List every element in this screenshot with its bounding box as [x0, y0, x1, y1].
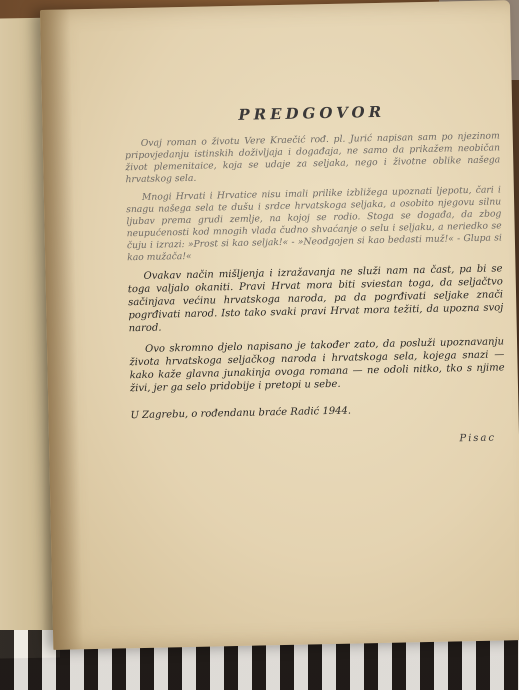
paragraph: Ovo skromno djelo napisano je također zato, da posluži upoznavanju života hrvatskoga seljačkog naroda i hrvatskoga sela, kojega snazi — kako kaže glavna junakinja ovoga romana — ne odoli nitko, tko s njime živi, jer ga selo pridobije i pretopi u sebe. — [129, 336, 505, 395]
paragraph: Ovaj roman o životu Vere Kraečić rođ. pl. Jurić napisan sam po njezinom pripovjedanju istinskih doživljaja i događaja, ne samo da prikažem neobičan život plemenitaice, koja se udaje za seljaka, nego i životne oblike našega hrvatskog sela. — [124, 130, 501, 186]
paragraph: Mnogi Hrvati i Hrvatice nisu imali prilike izbližega upoznati ljepotu, čari i snagu našega sela te dušu i srdce hrvatskoga seljaka, a osobito njegovu silnu ljubav prema grudi zemlje, na kojoj se rodio. Stoga se događa, da zbog neupućenosti kod mnogih vlada čudno shvaćanje o selu i seljaku, a neriedko se čuju i izrazi: »Prost si kao seljak!« - »Neodgojen si kao bedasti muž!« - Glupa si kao mužača!« — [126, 184, 502, 264]
page-content — [124, 100, 506, 451]
page-title: PREDGOVOR — [238, 102, 386, 124]
paragraph: Ovakav način mišljenja i izražavanja ne služi nam na čast, pa bi se toga valjalo okaniti. Pravi Hrvat mora biti sviestan toga, da seljačtvo sačinjava većinu hrvatskoga naroda, pa da pogrđivati seljake znači pogrđivati narod. Isto tako svaki pravi Hrvat mora težiti, da upozna svoj narod. — [127, 263, 504, 335]
signature: Pisac — [459, 432, 497, 445]
dateline: U Zagrebu, o rođendanu braće Radić 1944. — [130, 405, 352, 422]
book-page — [40, 0, 519, 650]
